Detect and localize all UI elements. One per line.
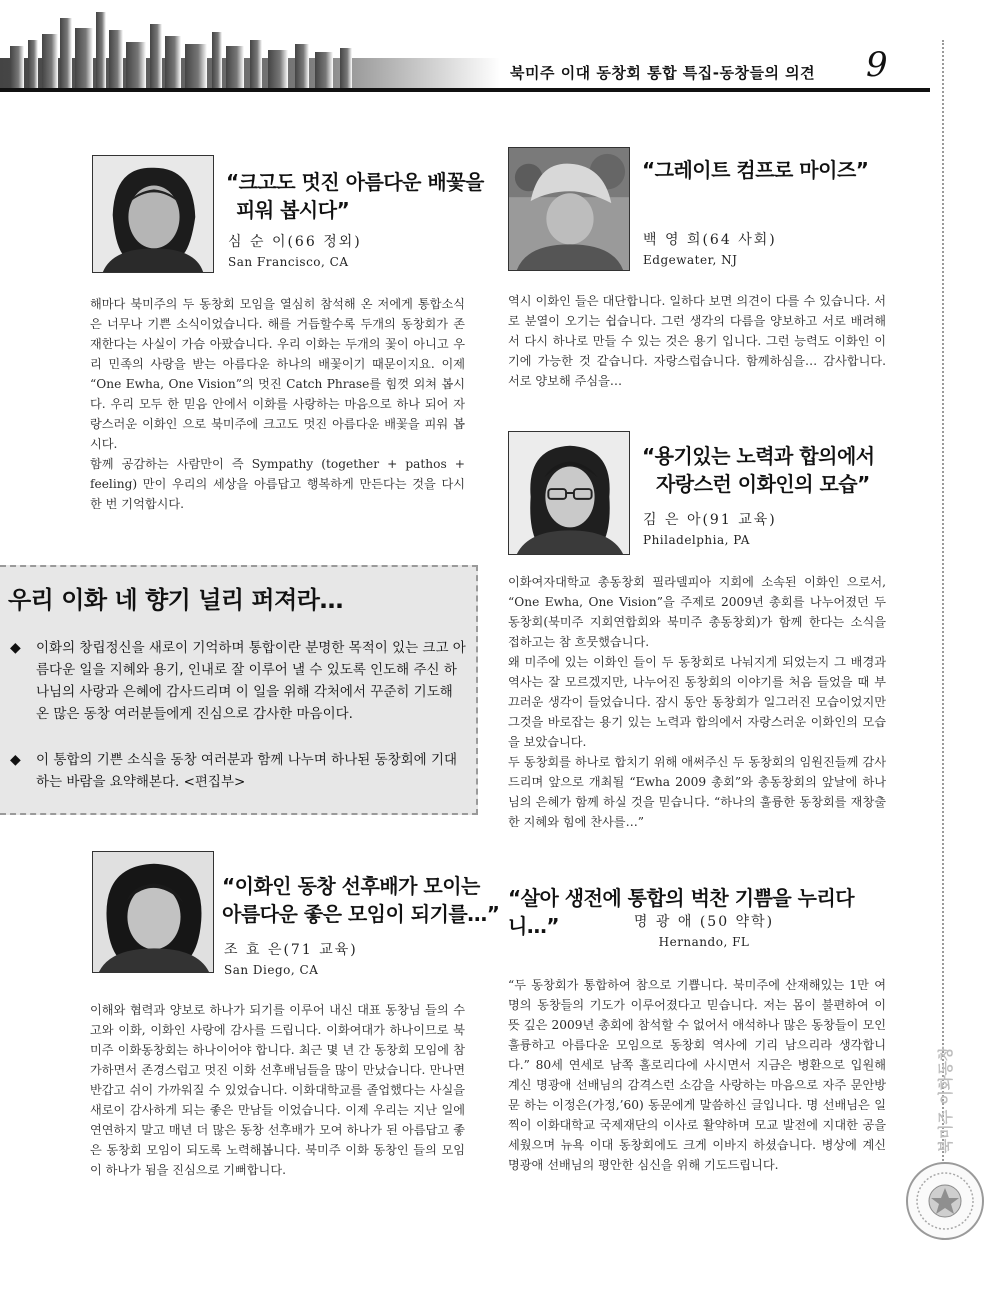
portrait-photo-baek	[508, 147, 630, 271]
editor-bullet-2-text: 이 통합의 기쁜 소식을 동창 여러분과 함께 나누며 하나된 동창회에 기대하는 바람을 요약해본다. <편집부>	[36, 752, 458, 790]
portrait-photo-sim	[92, 155, 214, 273]
diamond-bullet-icon: ◆	[10, 640, 21, 656]
quote-a1-line1: “크고도 멋진 아름다운 배꽃을	[226, 170, 484, 194]
quote-a1	[226, 168, 484, 224]
quote-a4-line2: 아름다운 좋은 모임이 되기를…”	[222, 902, 500, 926]
author-location-a3: Philadelphia, PA	[643, 533, 750, 547]
quote-a3	[642, 442, 875, 498]
author-location-a4: San Diego, CA	[224, 963, 319, 977]
header-rule	[0, 88, 930, 92]
quote-a3-line1: “용기있는 노력과 합의에서	[642, 444, 875, 468]
quote-a4	[222, 872, 499, 928]
editor-bullet-1-text: 이화의 창립정신을 새로이 기억하며 통합이란 분명한 목적이 있는 크고 아름다운 일을 지혜와 용기, 인내로 잘 이루어 낼 수 있도록 인도해 주신 하나님의 사랑과 은혜에 감사드리며 이 일을 위해 각처에서 꾸준히 기도해 온 많은 동창 여러분들에게 진심으로 감사한 마음이다.	[36, 640, 466, 722]
quote-a5: “살아 생전에 통합의 벅찬 기쁨을 누리다니…”	[508, 886, 855, 938]
body-a1	[90, 294, 465, 514]
portrait-photo-cho	[92, 851, 214, 973]
byline-a4	[224, 940, 358, 980]
body-a3	[508, 572, 886, 832]
quote-a1-line2: 피워 봅시다”	[236, 198, 350, 222]
editor-bullet-2	[10, 749, 466, 793]
ewha-seal-icon	[904, 1160, 986, 1242]
header-title: 북미주 이대 동창회 통합 특집-동창들의 의견	[510, 64, 816, 82]
body-a3-p2: 왜 미주에 있는 이화인 들이 두 동창회로 나눠지게 되었는지 그 배경과 역사는 잘 모르겠지만, 나누어진 동창회의 이야기를 처음 들었을 때 부끄러운 생각이 들었습니다. 잠시 동안 동창회가 일그러진 모습이었지만 그것을 바로잡는 용기 있는 노력과 합의에서 자랑스러운 이화인의 모습을 보았습니다.	[508, 655, 886, 749]
byline-a1	[228, 232, 362, 272]
author-location-a5: Hernando, FL	[658, 935, 750, 949]
body-a2-p1: 역시 이화인 들은 대단합니다. 일하다 보면 의견이 다를 수 있습니다. 서로 분열이 오기는 쉽습니다. 그런 생각의 다름을 양보하고 서로 배려해서 다시 하나로 만들 수 있는 것은 용기 입니다. 그런 능력도 이화인 이기에 가능한 것 같습니다. 자랑스럽습니다. 함께하심을… 감사합니다. 서로 양보해 주심을…	[508, 294, 886, 388]
body-a5	[508, 975, 886, 1175]
quote-a4-line1: “이화인 동창 선후배가 모이는	[222, 874, 480, 898]
body-a4-p1: 이해와 협력과 양보로 하나가 되기를 이루어 내신 대표 동창님 들의 수고와 이화, 이화인 사랑에 감사를 드립니다. 이화여대가 하나이므로 북미주 이화동창회는 하나이어야 합니다. 최근 몇 년 간 동창회 모임에 참가하면서 존경스럽고 멋진 이화 선후배님들을 많이 만났습니다. 만나면 반갑고 쉬이 가까워질 수 있었습니다. 이화대학교를 졸업했다는 사실을 새로이 감사하게 되는 좋은 만남들 이었습니다. 이제 우리는 지난 일에 연연하지 말고 매년 더 많은 동창 선후배가 모여 하나가 된 아름답고 좋은 동창회 모임이 되도록 노력해봅니다. 북미주 이화 동창인 들의 모임이 하나가 됨을 진심으로 기뻐합니다.	[90, 1003, 465, 1177]
body-a3-p3: 두 동창회를 하나로 합치기 위해 애써주신 두 동창회의 임원진들께 감사드리며 앞으로 개최될 “Ewha 2009 총회”와 총동창회의 앞날에 하나님의 은혜가 함께 하실 것을 믿습니다. “하나의 훌륭한 동창회를 재창출한 지혜와 힘에 찬사를…”	[508, 755, 886, 829]
author-name-a4: 조 효 은(71 교육)	[224, 942, 358, 958]
quote-a2: “그레이트 컴프로 마이즈”	[642, 158, 869, 182]
editor-note-box	[0, 565, 478, 815]
author-name-a2: 백 영 희(64 사회)	[643, 232, 777, 248]
vertical-label	[924, 1040, 968, 1160]
byline-a5	[508, 912, 900, 952]
portrait-photo-kim	[508, 431, 630, 555]
byline-a2	[643, 230, 777, 270]
svg-text:북미주 이화동창: 북미주 이화동창	[936, 1046, 955, 1154]
diamond-bullet-icon: ◆	[10, 752, 21, 768]
quote-a3-line2: 자랑스런 이화인의 모습”	[656, 472, 870, 496]
editor-bullet-1	[10, 637, 466, 725]
body-a5-p1: “두 동창회가 통합하여 참으로 기쁩니다. 북미주에 산재해있는 1만 여명의 동창들의 기도가 이루어졌다고 믿습니다. 저는 몸이 불편하여 이 뜻 깊은 2009년 총회에 참석할 수 없어서 애석하나 많은 동창들이 모인 훌륭하고 아름다운 모임으로 동창회 역사에 기리 남으리라 생각합니다.” 80세 연세로 남쪽 홀로리다에 사시면서 지금은 병환으로 입원해 계신 명광애 선배님의 감격스런 소감을 사랑하는 마음으로 자주 문안방문 하는 이정은(가정,’60) 동문에게 말씀하신 글입니다. 명 선배님은 일찍이 이화대학교 국제재단의 이사로 활약하며 모교 발전에 지대한 공을 세웠으며 뉴욕 이대 동창회에도 크게 이바지 하셨습니다. 병상에 계신 명광애 선배님의 평안한 심신을 위해 기도드립니다.	[508, 978, 886, 1172]
byline-a3	[643, 510, 777, 550]
city-skyline-graphic	[0, 0, 500, 92]
body-a4	[90, 1000, 465, 1180]
body-a1-p1: 해마다 북미주의 두 동창회 모임을 열심히 참석해 온 저에게 통합소식은 너무나 기쁜 소식이었습니다. 해를 거듭할수록 두개의 동창회가 존재한다는 사실이 가슴 아팠습니다. 우리 이화는 두개의 꽃이 아니고 우리 민족의 사랑을 받는 아름다운 하나의 배꽃이기 때문이지요. 이제 “One Ewha, One Vision”의 멋진 Catch Phrase를 힘껏 외쳐 봅시다. 우리 모두 한 믿음 안에서 이화를 사랑하는 마음으로 하나 되어 자랑스러운 이화인 으로 북미주에 크고도 멋진 아름다운 배꽃을 피워 봅시다.	[90, 297, 465, 451]
editor-box-title: 우리 이화 네 향기 널리 퍼져라…	[8, 586, 343, 614]
author-name-a1: 심 순 이(66 정외)	[228, 234, 362, 250]
author-location-a2: Edgewater, NJ	[643, 253, 738, 267]
page-number: 9	[866, 45, 888, 85]
author-name-a3: 김 은 아(91 교육)	[643, 512, 777, 528]
author-name-a5: 명 광 애 (50 약학)	[633, 914, 775, 930]
body-a2	[508, 291, 886, 391]
body-a3-p1: 이화여자대학교 총동창회 필라델피아 지회에 소속된 이화인 으로서, “One Ewha, One Vision”을 주제로 2009년 총회를 나누어졌던 두 동창회(북미주 지회연합회와 북미주 총동창회)가 함께 한다는 소식을 접하고는 참 흐뭇했습니다.	[508, 575, 886, 649]
author-location-a1: San Francisco, CA	[228, 255, 349, 269]
body-a1-p2: 함께 공감하는 사람만이 즉 Sympathy (together + pathos + feeling) 만이 우리의 세상을 아름답고 행복하게 만든다는 것을 다시 한 번 기억합시다.	[90, 457, 465, 511]
